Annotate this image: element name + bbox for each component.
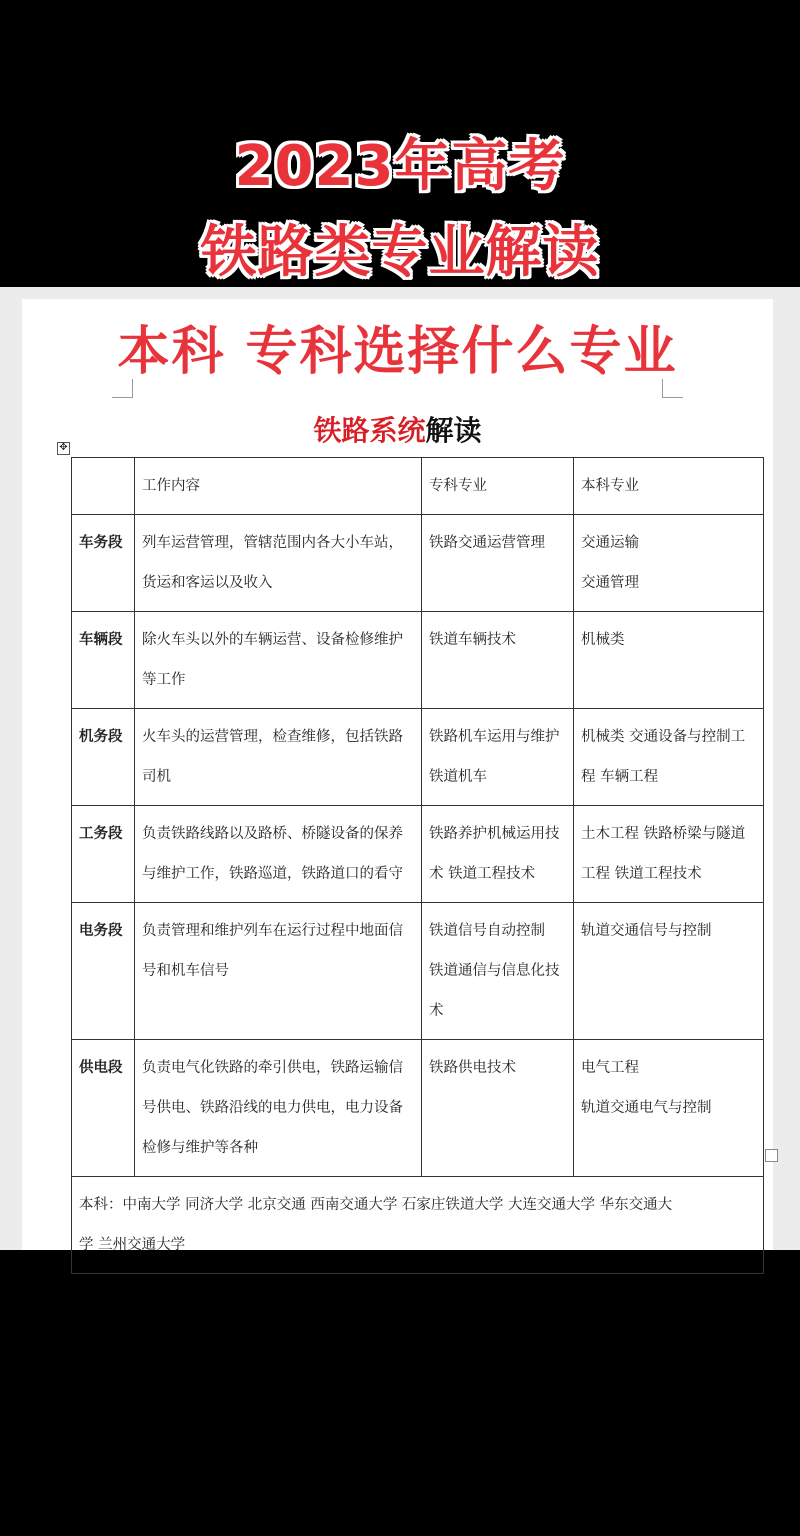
cell-line: 铁路供电技术 [429,1060,516,1076]
cell-line: 铁道机车 [429,769,487,785]
document-viewport [0,287,800,1253]
table-row [72,709,764,806]
zhuanke-cell [422,515,574,612]
document-subtitle: 本科 专科选择什么专业 [117,322,678,382]
zhuanke-cell [422,612,574,709]
header-cell-work: 工作内容 [135,458,422,515]
banner-title-topic: 铁路类专业解读 [200,220,600,285]
table-row [72,515,764,612]
row-label: 车务段 [72,515,135,612]
cell-line: 号供电、铁路沿线的电力供电，电力设备 [142,1100,403,1116]
work-content-cell [135,612,422,709]
cell-line: 司机 [142,769,171,785]
margin-corner-right [662,379,683,398]
section-title [22,409,773,449]
row-label: 机务段 [72,709,135,806]
table-resize-icon[interactable] [765,1149,778,1162]
section-title-red: 铁路系统 [313,414,426,447]
table-row [72,806,764,903]
cell-line: 交通运输 [581,535,639,551]
cell-line: 学 兰州交通大学 [79,1237,186,1253]
cell-line: 负责铁路线路以及路桥、桥隧设备的保养 [142,826,403,842]
cell-line: 检修与维护等各种 [142,1140,258,1156]
banner-title-year: 2023年高考 [234,134,566,199]
work-content-cell [135,709,422,806]
zhuanke-cell [422,709,574,806]
cell-line: 负责电气化铁路的牵引供电，铁路运输信 [142,1060,403,1076]
cell-line: 本科：中南大学 同济大学 北京交通 西南交通大学 石家庄铁道大学 大连交通大学 华东交通大 [79,1197,673,1213]
row-label: 电务段 [72,903,135,1040]
cell-line: 交通管理 [581,575,639,591]
work-content-cell [135,1040,422,1177]
table-row [72,1040,764,1177]
table-row [72,612,764,709]
cell-line: 负责管理和维护列车在运行过程中地面信 [142,923,403,939]
cell-line: 除火车头以外的车辆运营、设备检修维护 [142,632,403,648]
benke-cell [574,1040,764,1177]
cell-line: 铁路养护机械运用技 [429,826,560,842]
benke-cell [574,903,764,1040]
zhuanke-cell [422,1040,574,1177]
cell-line: 火车头的运营管理，检查维修，包括铁路 [142,729,403,745]
cell-line: 机械类 [581,632,625,648]
cell-line: 铁道信号自动控制 [429,923,545,939]
cell-line: 术 铁道工程技术 [429,866,536,882]
cell-line: 土木工程 铁路桥梁与隧道 [581,826,746,842]
work-content-cell [135,903,422,1040]
zhuanke-cell [422,806,574,903]
row-label: 供电段 [72,1040,135,1177]
cell-line: 工程 铁道工程技术 [581,866,702,882]
cell-line: 轨道交通电气与控制 [581,1100,712,1116]
cell-line: 与维护工作，铁路巡道，铁路道口的看守 [142,866,403,882]
row-label: 车辆段 [72,612,135,709]
cell-line: 术 [429,1003,444,1019]
cell-line: 机械类 交通设备与控制工 [581,729,746,745]
zhuanke-cell [422,903,574,1040]
section-title-black: 解读 [425,414,482,447]
row-label: 工务段 [72,806,135,903]
cell-line: 铁道通信与信息化技 [429,963,560,979]
title-banner [0,0,800,287]
header-cell-zhuanke: 专科专业 [422,458,574,515]
cell-line: 铁路机车运用与维护 [429,729,560,745]
document-page [22,299,773,1253]
work-content-cell [135,515,422,612]
benke-cell [574,806,764,903]
cell-line: 列车运营管理，管辖范围内各大小车站， [142,535,403,551]
work-content-cell [135,806,422,903]
benke-cell [574,709,764,806]
cell-line: 货运和客运以及收入 [142,575,273,591]
table-header-row [72,458,764,515]
benke-cell [574,612,764,709]
cell-line: 铁道车辆技术 [429,632,516,648]
header-cell-benke: 本科专业 [574,458,764,515]
table-move-icon[interactable]: ✥ [57,442,70,455]
cell-line: 轨道交通信号与控制 [581,923,712,939]
table-footer-row [72,1177,764,1274]
cell-line: 号和机车信号 [142,963,229,979]
railway-table [71,457,764,1274]
universities-cell [72,1177,764,1274]
cell-line: 电气工程 [581,1060,639,1076]
margin-corner-left [112,379,133,398]
benke-cell [574,515,764,612]
cell-line: 铁路交通运营管理 [429,535,545,551]
header-cell-empty [72,458,135,515]
cell-line: 程 车辆工程 [581,769,659,785]
cell-line: 等工作 [142,672,186,688]
table-row [72,903,764,1040]
